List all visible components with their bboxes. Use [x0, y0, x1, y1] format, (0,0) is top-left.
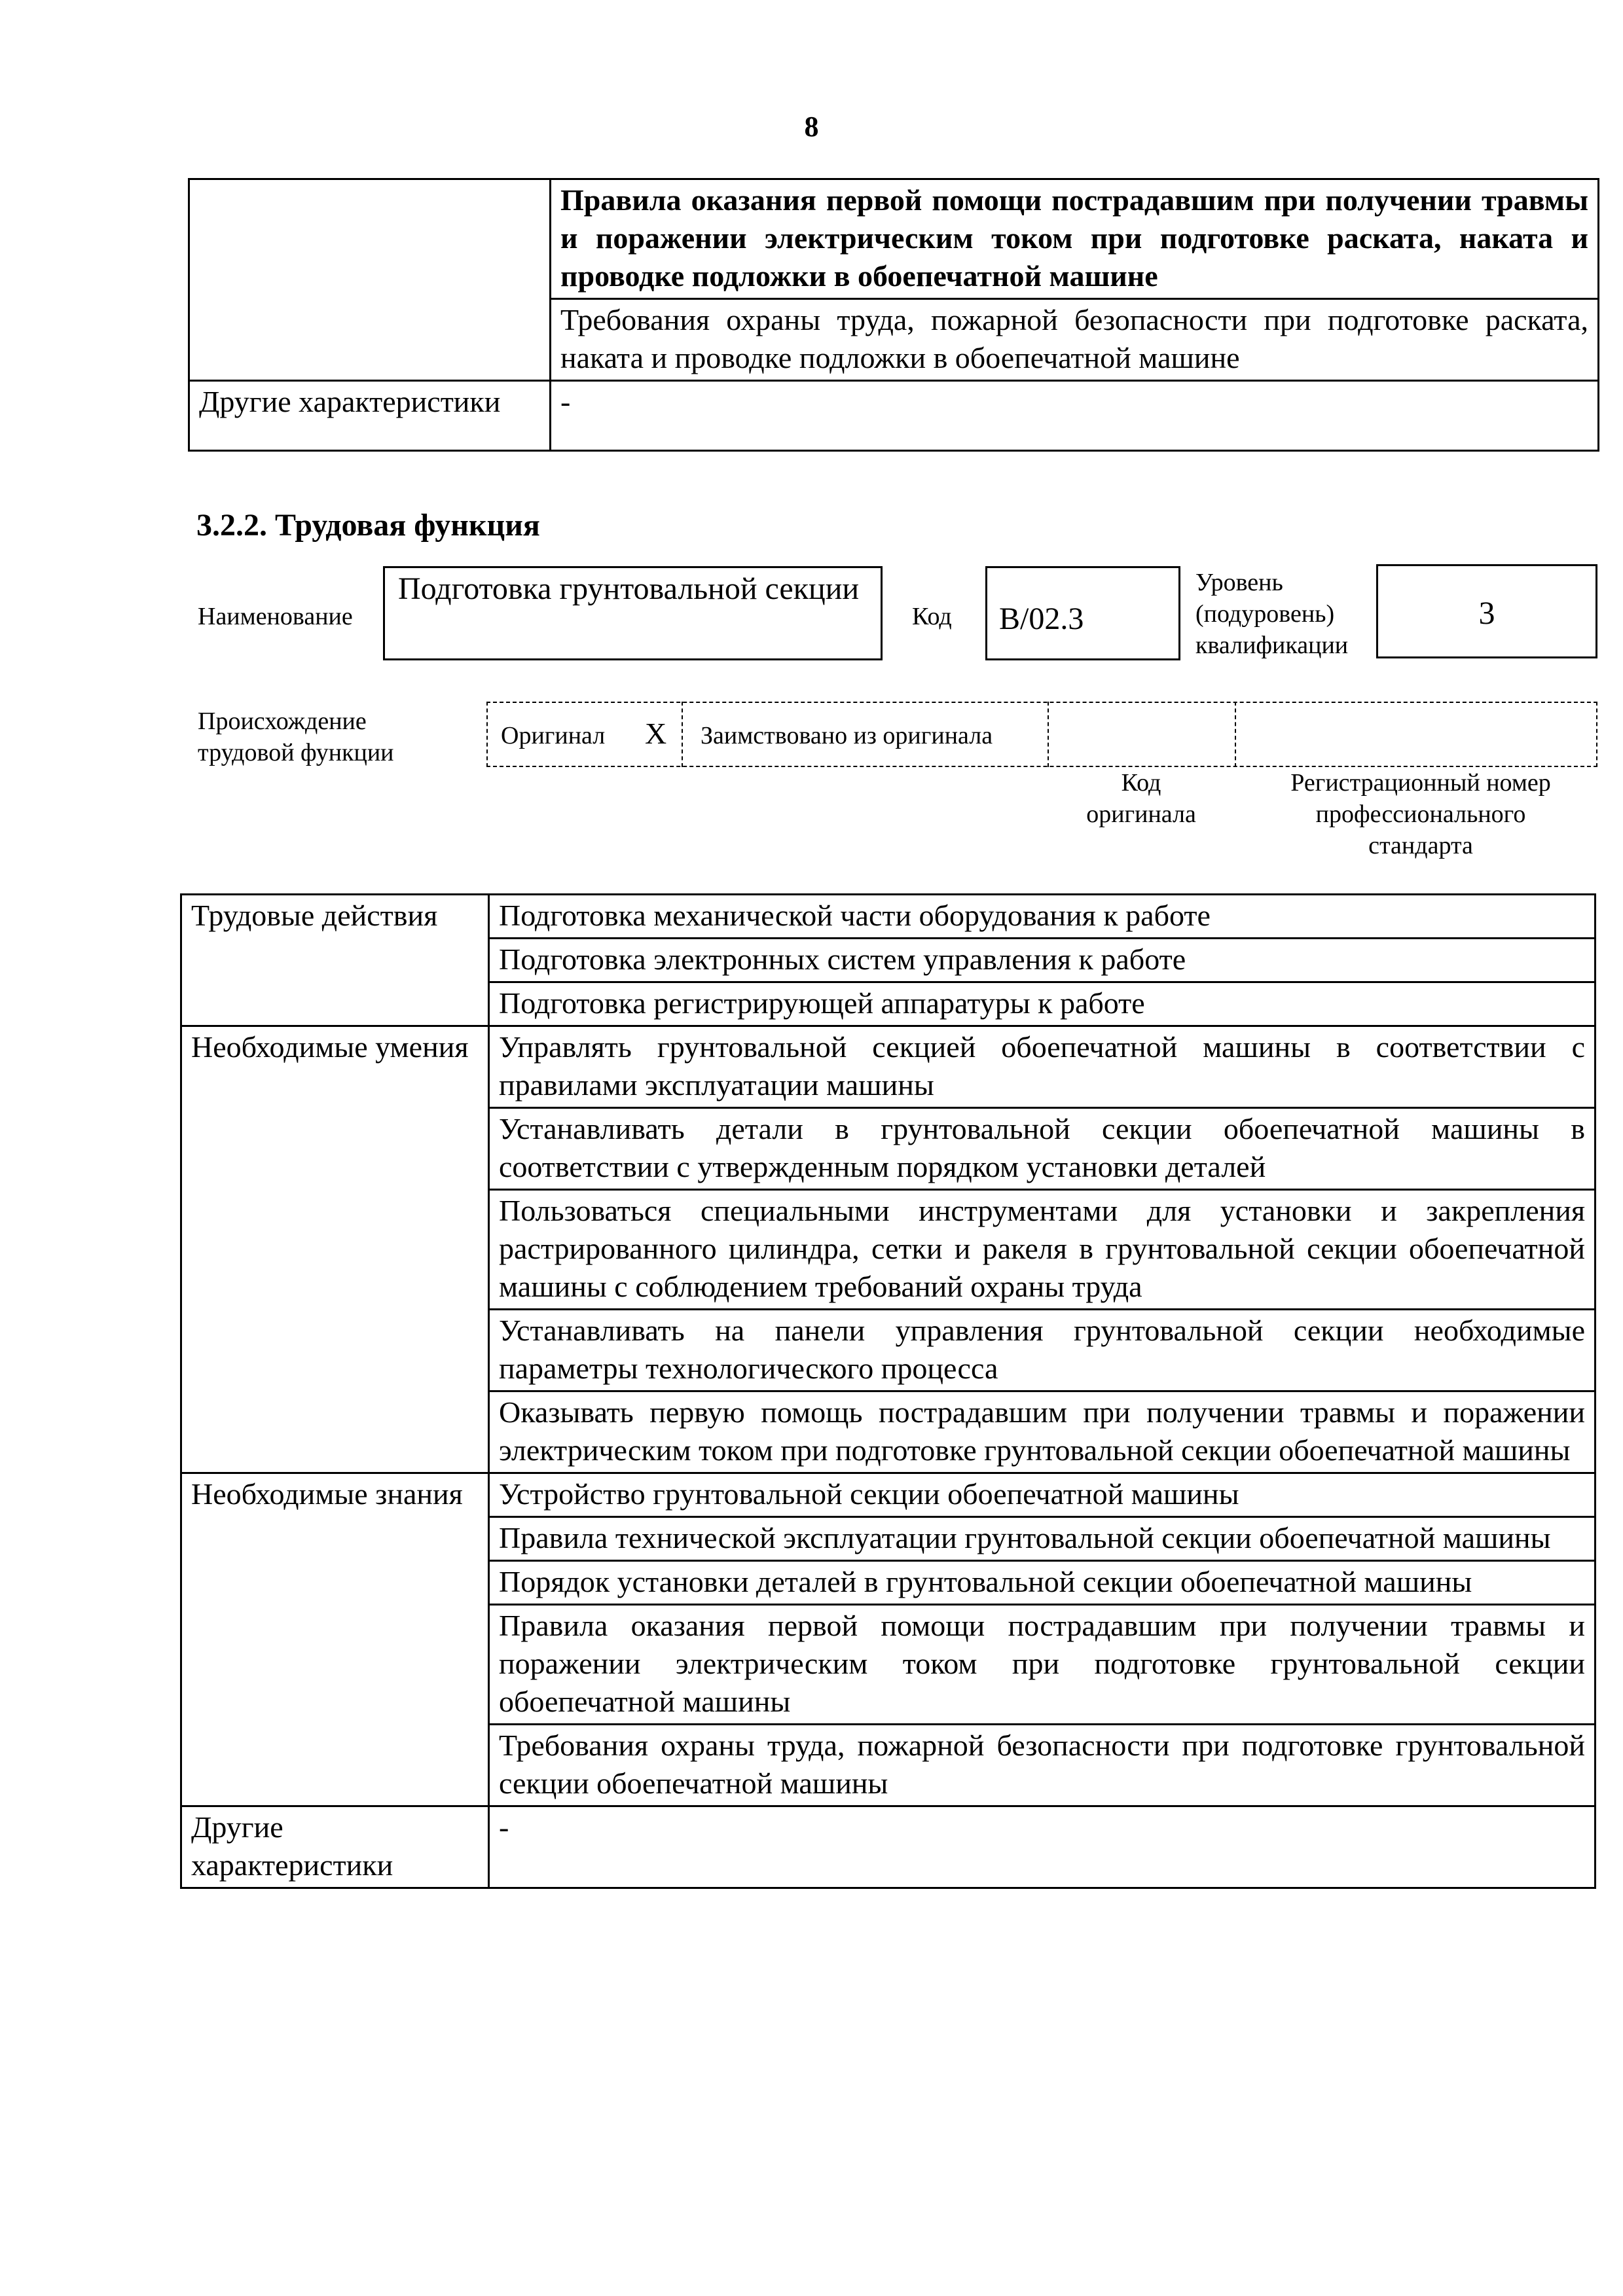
- origin-label-line: Происхождение: [198, 708, 367, 735]
- origin-label: [198, 706, 394, 768]
- original-mark: X: [645, 717, 667, 750]
- original-label: Оригинал: [501, 722, 606, 749]
- level-label-line: квалификации: [1195, 632, 1349, 659]
- row-label: Трудовые действия: [181, 895, 489, 1026]
- table-row: [181, 895, 1596, 939]
- table-row: [181, 1806, 1596, 1888]
- empty-label-cell: [189, 179, 551, 381]
- table-row: [181, 1473, 1596, 1517]
- table-cell: Правила оказания первой помощи пострадавшим при получении травмы и поражении электрическим током при подготовке раската, наката и проводке подложки в обоепечатной машине: [551, 179, 1599, 299]
- table-cell: Оказывать первую помощь пострадавшим при получении травмы и поражении электрическим током при подготовке грунтовальной секции обоепечатной машины: [489, 1391, 1596, 1473]
- name-label: Наименование: [198, 603, 353, 630]
- origin-divider: [1235, 702, 1236, 767]
- table-cell: Пользоваться специальными инструментами для установки и закрепления растрированного цилиндра, сетки и ракеля в грунтовальной секции обоепечатной машины с соблюдением требований охраны труда: [489, 1190, 1596, 1310]
- borrowed-label: Заимствовано из оригинала: [701, 722, 993, 749]
- row-label: Необходимые умения: [181, 1026, 489, 1473]
- table-cell: Подготовка механической части оборудования к работе: [489, 895, 1596, 939]
- code-label: Код: [912, 603, 952, 630]
- table-cell: Требования охраны труда, пожарной безопасности при подготовке раската, наката и проводке подложки в обоепечатной машине: [551, 299, 1599, 381]
- row-label: Необходимые знания: [181, 1473, 489, 1806]
- page-number: 8: [804, 111, 819, 143]
- table-cell: Правила технической эксплуатации грунтовальной секции обоепечатной машины: [489, 1517, 1596, 1561]
- row-label: Другие характеристики: [181, 1806, 489, 1888]
- table-cell: Устройство грунтовальной секции обоепечатной машины: [489, 1473, 1596, 1517]
- function-name-box: [383, 566, 883, 660]
- level-label: [1195, 567, 1348, 661]
- level-label-line: (подуровень): [1195, 600, 1335, 628]
- table-cell: Порядок установки деталей в грунтовальной секции обоепечатной машины: [489, 1561, 1596, 1605]
- table-row: [181, 1026, 1596, 1108]
- table-row: [189, 381, 1599, 451]
- table-cell: Управлять грунтовальной секцией обоепечатной машины в соответствии с правилами эксплуатации машины: [489, 1026, 1596, 1108]
- table-cell: Правила оказания первой помощи пострадавшим при получении травмы и поражении электрическим током при подготовке грунтовальной секции обоепечатной машины: [489, 1605, 1596, 1725]
- table-cell: Устанавливать на панели управления грунтовальной секции необходимые параметры технологического процесса: [489, 1310, 1596, 1391]
- caption-line: профессионального: [1315, 800, 1526, 828]
- code-value: В/02.3: [999, 601, 1084, 636]
- function-name: Подготовка грунтовальной секции: [398, 571, 860, 606]
- registration-caption: [1244, 767, 1597, 861]
- labor-function-table: [180, 893, 1596, 1889]
- table-row: [189, 179, 1599, 299]
- table-cell: Подготовка электронных систем управления к работе: [489, 939, 1596, 982]
- caption-line: Код: [1121, 769, 1161, 797]
- origin-divider: [682, 702, 683, 767]
- table-cell: -: [551, 381, 1599, 451]
- table-cell: Устанавливать детали в грунтовальной секции обоепечатной машины в соответствии с утвержденным порядком установки деталей: [489, 1108, 1596, 1190]
- caption-line: Регистрационный номер: [1290, 769, 1551, 797]
- code-original-caption: [1048, 767, 1235, 830]
- section-title: 3.2.2. Трудовая функция: [196, 508, 540, 543]
- caption-line: стандарта: [1368, 832, 1473, 859]
- origin-label-line: трудовой функции: [198, 739, 394, 766]
- level-label-line: Уровень: [1195, 569, 1283, 596]
- level-value: 3: [1478, 594, 1495, 631]
- table-cell: Требования охраны труда, пожарной безопасности при подготовке грунтовальной секции обоепечатной машины: [489, 1725, 1596, 1806]
- row-label: Другие характеристики: [189, 381, 551, 451]
- continuation-table: [188, 178, 1599, 452]
- table-cell: Подготовка регистрирующей аппаратуры к работе: [489, 982, 1596, 1026]
- code-box: [985, 566, 1180, 660]
- origin-divider: [1048, 702, 1049, 767]
- table-cell: -: [489, 1806, 1596, 1888]
- level-box: [1376, 564, 1597, 658]
- caption-line: оригинала: [1086, 800, 1196, 828]
